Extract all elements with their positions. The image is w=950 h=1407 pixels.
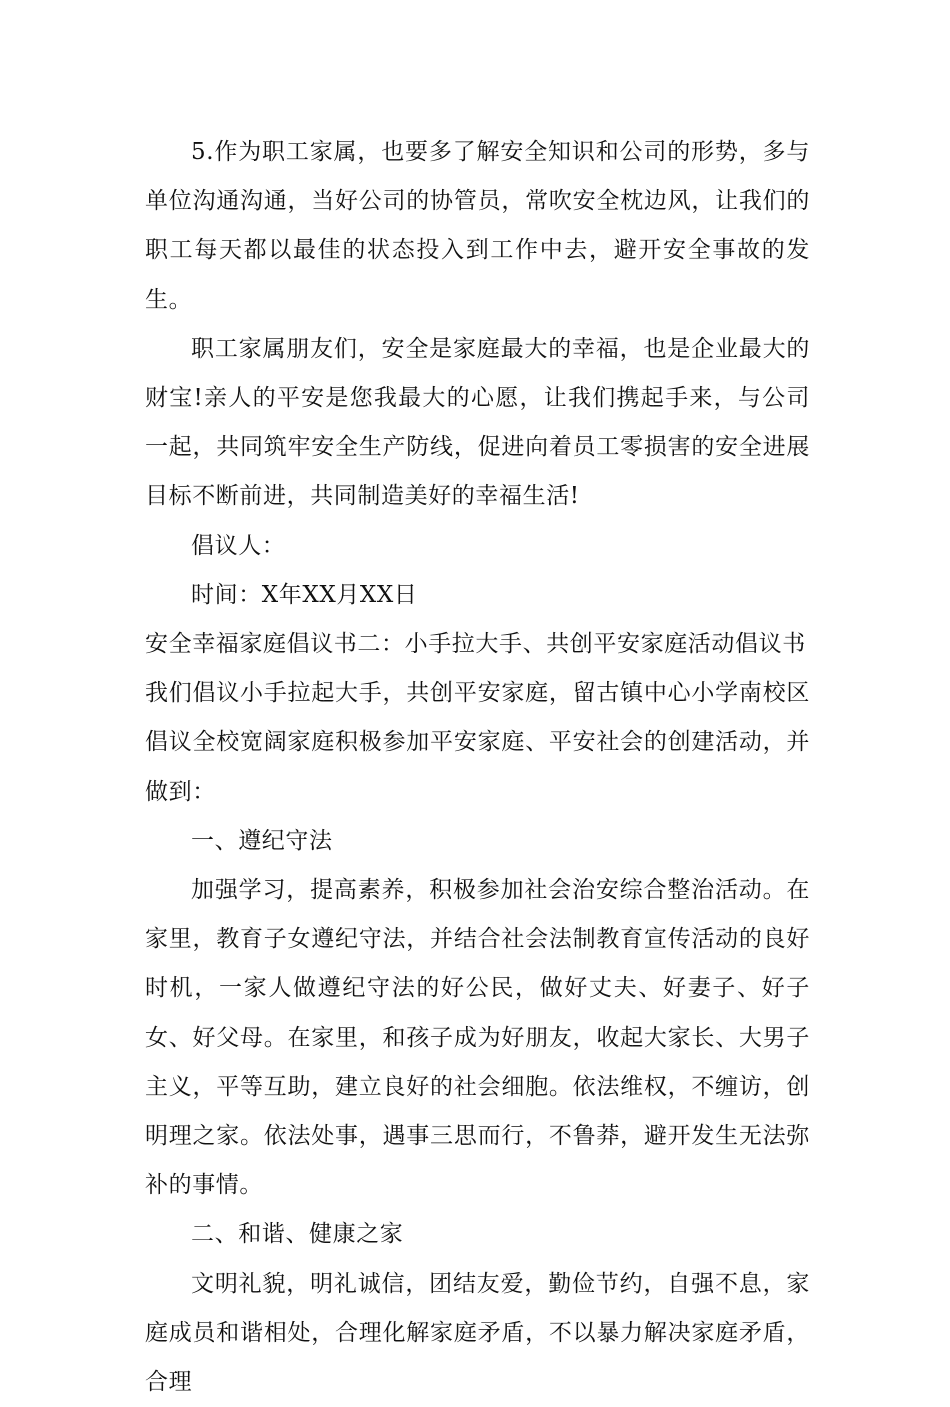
- paragraph-law-abiding: 加强学习，提高素养，积极参加社会治安综合整治活动。在家里，教育子女遵纪守法，并结合社会法制教育宣传活动的良好时机，一家人做遵纪守法的好公民，做好丈夫、好妻子、好子女、好父母。在家里，和孩子成为好朋友，收起大家长、大男子主义，平等互助，建立良好的社会细胞。依法维权，不缠访，创明理之家。依法处事，遇事三思而行，不鲁莽，避开发生无法弥补的事情。: [145, 877, 810, 1199]
- subheading-harmonious-home: 二、和谐、健康之家: [191, 1221, 404, 1248]
- paragraph-family-safety-knowledge: 5.作为职工家属，也要多了解安全知识和公司的形势，多与单位沟通沟通，当好公司的协管员，常吹安全枕边风，让我们的职工每天都以最佳的状态投入到工作中去，避开安全事故的发生。: [145, 139, 810, 313]
- paragraph-appeal-to-families: 职工家属朋友们，安全是家庭最大的幸福，也是企业最大的财宝!亲人的平安是您我最大的心愿，让我们携起手来，与公司一起，共同筑牢安全生产防线，促进向着员工零损害的安全进展目标不断前进，共同制造美好的幸福生活!: [145, 335, 810, 510]
- document-page: [145, 128, 810, 1407]
- subheading-law-abiding: 一、遵纪守法: [191, 827, 333, 854]
- proposer-line: 倡议人：: [191, 532, 286, 559]
- paragraph-harmonious-home: 文明礼貌，明礼诚信，团结友爱，勤俭节约，自强不息，家庭成员和谐相处，合理化解家庭矛盾，不以暴力解决家庭矛盾，合理: [145, 1270, 810, 1396]
- section-heading-proposal-two: 安全幸福家庭倡议书二：小手拉大手、共创平安家庭活动倡议书: [145, 631, 806, 658]
- paragraph-proposal-intro: 我们倡议小手拉起大手，共创平安家庭，留古镇中心小学南校区倡议全校宽阔家庭积极参加平安家庭、平安社会的创建活动，并做到：: [145, 680, 810, 805]
- date-line: 时间：X年XX月XX日: [191, 581, 418, 608]
